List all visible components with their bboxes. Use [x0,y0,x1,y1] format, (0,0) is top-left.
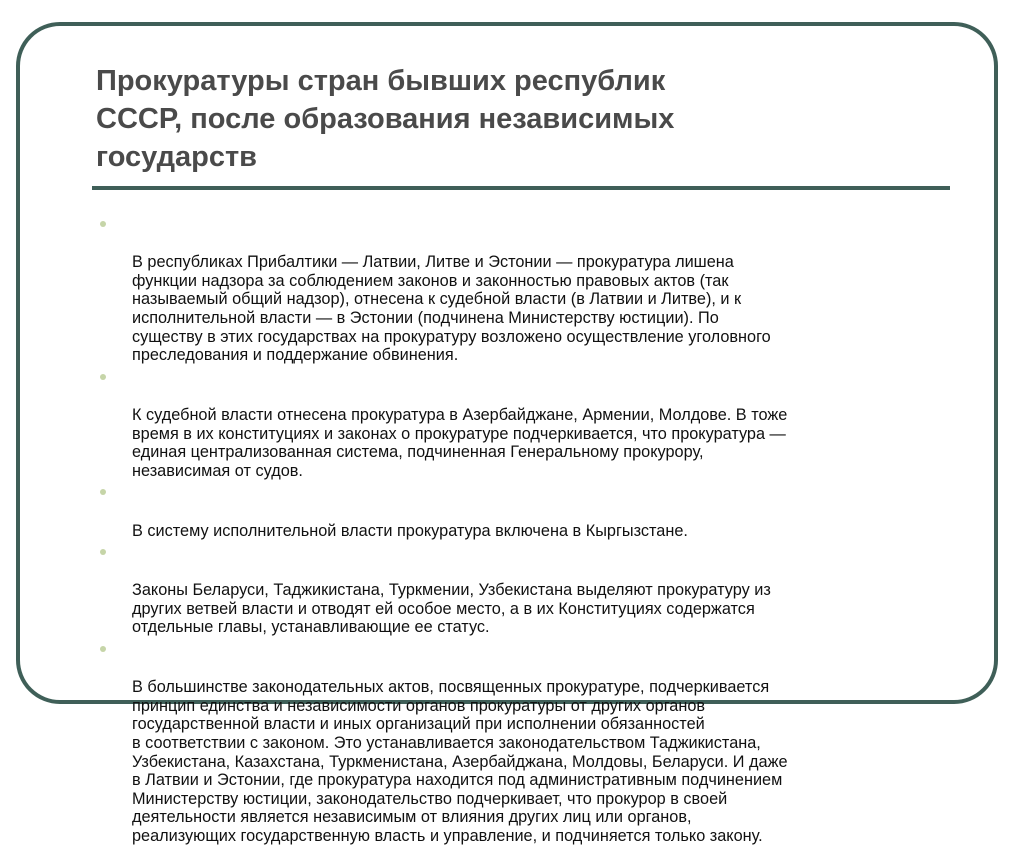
bullet-dot-icon [100,489,106,495]
bullet-text: Законы Беларуси, Таджикистана, Туркмении, Узбекистана выделяют прокуратуру из других ветвей власти и отводят ей особое место, а в их Конституциях содержатся отдельные главы, устанавливающие ее статус. [132,581,771,637]
bullet-text: В республиках Прибалтики — Латвии, Литве и Эстонии — прокуратура лишена функции надзора за соблюдением законов и законностью правовых актов (так называемый общий надзор), отнесена к судебной власти (в Латвии и Литве), и к исполнительной власти — в Эстонии (подчинена Министерству юстиции). По существу в этих государствах на прокуратуру возложено осуществление уголовного преследования и поддержание обвинения. [132,253,771,365]
bullet-dot-icon [100,221,106,227]
title-divider [92,186,950,190]
bullet-dot-icon [100,549,106,555]
bullet-item [92,216,952,365]
bullet-text: К судебной власти отнесена прокуратура в Азербайджане, Армении, Молдове. В тоже время в их конституциях и законах о прокуратуре подчеркивается, что прокуратура — единая централизованная система, подчиненная Генеральному прокурору, независимая от судов. [132,405,788,480]
slide-title: Прокуратуры стран бывших республик СССР, после образования независимых государств [96,65,675,173]
bullet-dot-icon [100,646,106,652]
bullet-item [92,369,952,481]
bullet-dot-icon [100,374,106,380]
bullet-text: В большинстве законодательных актов, посвященных прокуратуре, подчеркивается принцип единства и независимости органов прокуратуры от других органов государственной власти и иных организаций при исполнении обязанностей в соответствии с законом. Это устанавливается законодательством Таджикистана, Узбекистана, Казахстана, Туркменистана, Азербайджана, Молдовы, Беларуси. И даже в Латвии и Эстонии, где прокуратура находится под административным подчинением Министерству юстиции, законодательство подчеркивает, что прокурор в своей деятельности является независимым от влияния других лиц или органов, реализующих государственную власть и управление, и подчиняется только закону. [132,678,788,845]
bullet-item [92,544,952,637]
bullet-item [92,641,952,846]
bullet-item [92,484,952,540]
bullet-text: В систему исполнительной власти прокуратура включена в Кыргызстане. [132,521,688,540]
bullet-list [92,216,952,850]
